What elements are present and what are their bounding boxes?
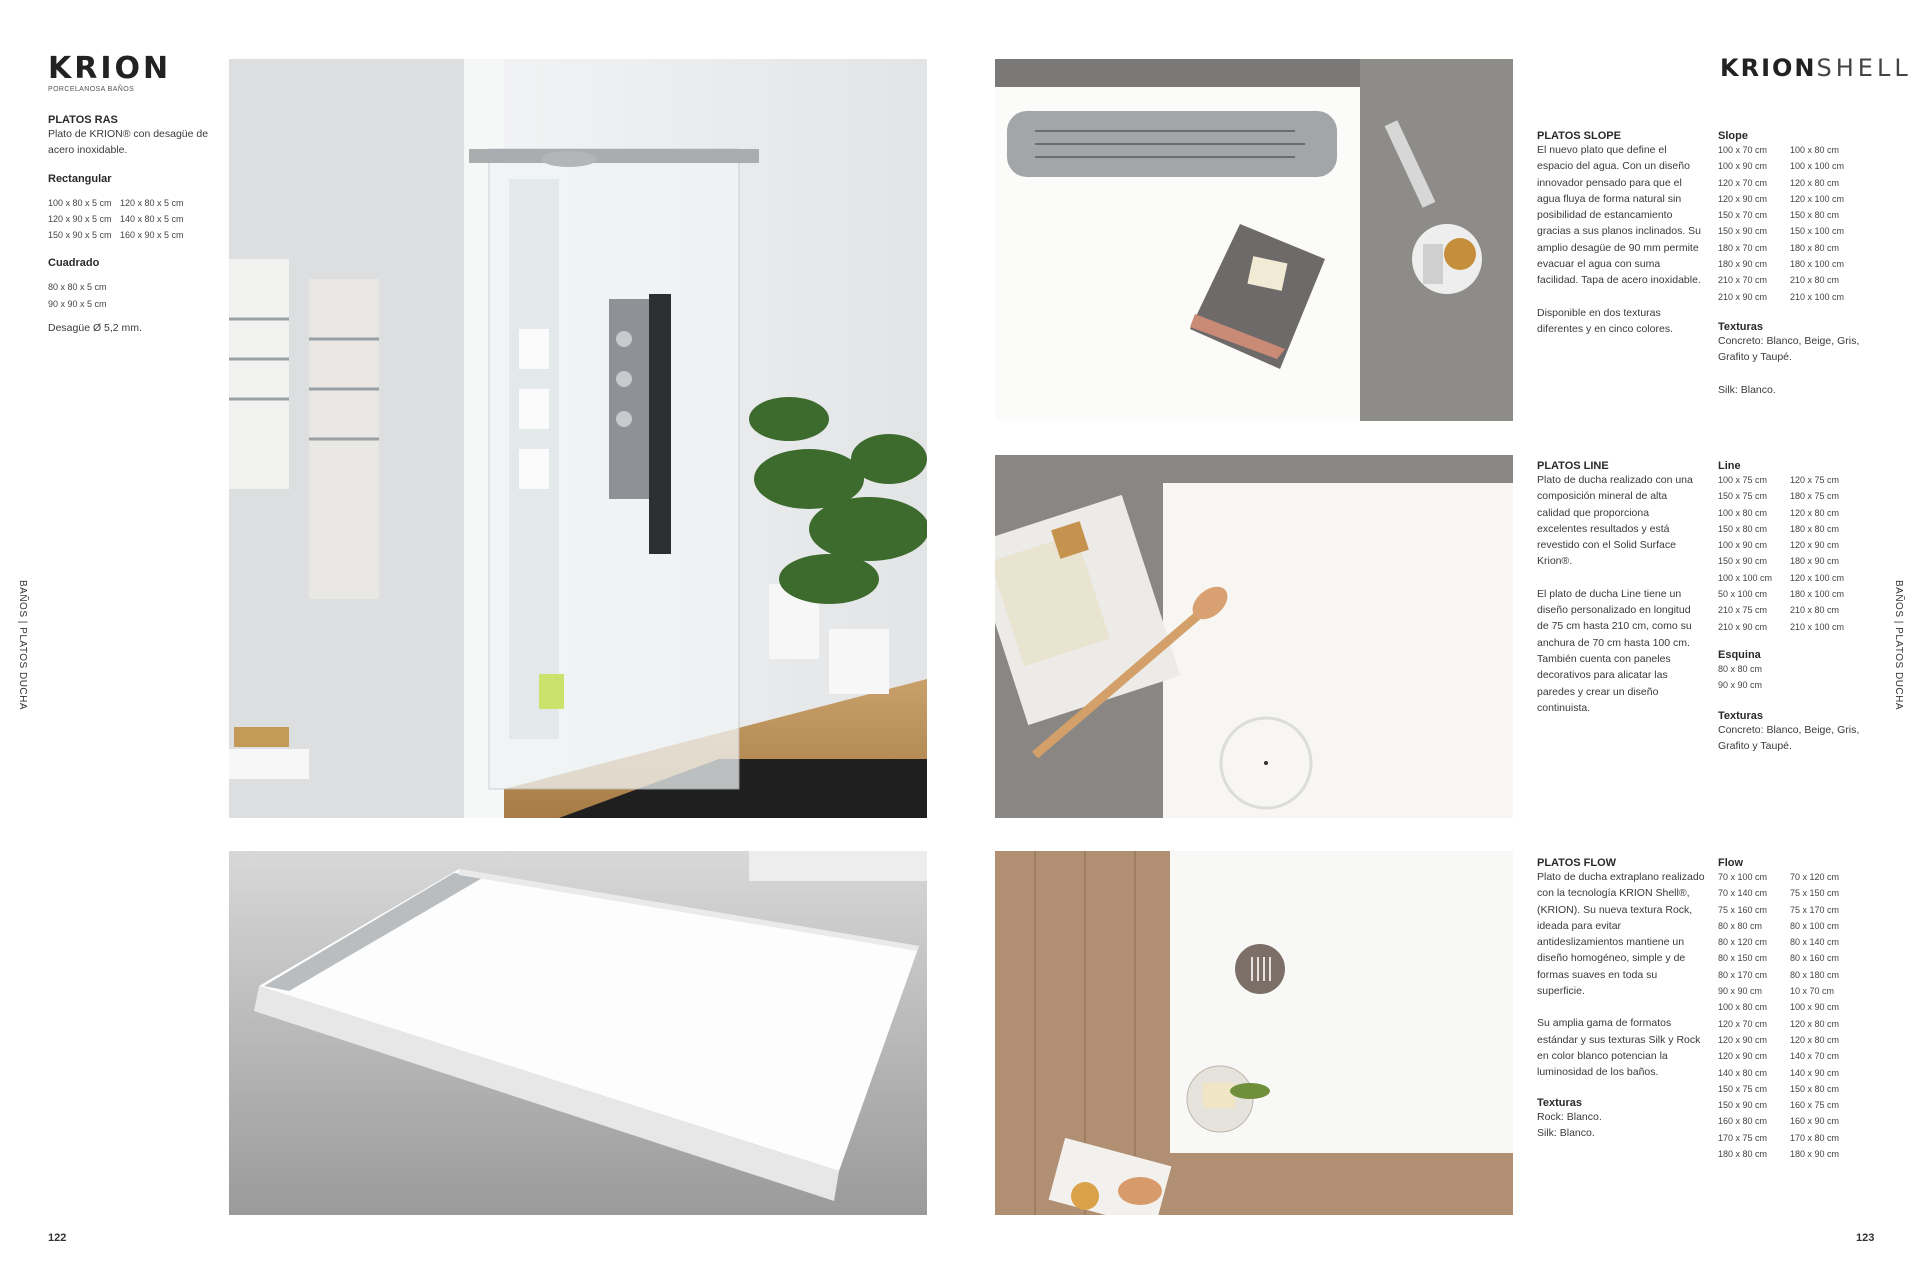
platos-ras-description: Plato de KRION® con desagüe de acero inoxidable. bbox=[48, 128, 209, 157]
slope-description: El nuevo plato que define el espacio del agua. Con un diseño innovador pensado para que el agua fluya de forma natural sin posibilidad de estancamiento gracias a sus planos inclinados. Su amplio desagüe de 90 mm permite evacuar el agua con suma facilidad. Tapa de acero inoxidable. bbox=[1537, 144, 1702, 287]
line-size-list bbox=[1718, 472, 1878, 635]
size-item: 210 x 100 cm bbox=[1790, 291, 1845, 302]
line-photo bbox=[995, 455, 1513, 818]
slope-sizes-title: Slope bbox=[1718, 130, 1748, 142]
slope-photo bbox=[995, 59, 1513, 421]
line-sizes-title: Line bbox=[1718, 460, 1741, 472]
page-number-right: 123 bbox=[1856, 1232, 1875, 1244]
size-item: 100 x 100 cm bbox=[1790, 161, 1845, 172]
size-item: 210 x 100 cm bbox=[1790, 621, 1845, 632]
size-item: 75 x 150 cm bbox=[1790, 888, 1840, 899]
size-item: 210 x 70 cm bbox=[1718, 275, 1768, 286]
size-item: 180 x 80 cm bbox=[1790, 523, 1840, 534]
size-item: 150 x 90 x 5 cm bbox=[48, 230, 112, 241]
size-item: 160 x 90 cm bbox=[1790, 1116, 1840, 1127]
slope-title: PLATOS SLOPE bbox=[1537, 130, 1621, 142]
page-number-left: 122 bbox=[48, 1232, 67, 1244]
size-item: 150 x 90 cm bbox=[1718, 556, 1768, 567]
flow-size-list bbox=[1718, 869, 1878, 1162]
line-corner-size-list bbox=[1718, 661, 1878, 694]
size-item: 100 x 75 cm bbox=[1718, 475, 1768, 485]
size-item: 120 x 90 cm bbox=[1790, 540, 1840, 551]
slope-textures: Concreto: Blanco, Beige, Gris, Grafito y Taupé. bbox=[1718, 334, 1860, 364]
square-size-list bbox=[48, 279, 208, 312]
size-item: 140 x 70 cm bbox=[1790, 1051, 1840, 1062]
line-title: PLATOS LINE bbox=[1537, 460, 1609, 472]
flow-description: Plato de ducha extraplano realizado con la tecnología KRION Shell®, (KRION). Su nueva textura Rock, ideada para evitar antideslizamientos mantiene un diseño homogéneo, simple y de formas suaves en toda su superficie. bbox=[1537, 871, 1705, 998]
slope-specs bbox=[1718, 130, 1878, 398]
size-item: 120 x 100 cm bbox=[1790, 193, 1845, 204]
size-item: 100 x 90 cm bbox=[1790, 1002, 1840, 1013]
size-item: 210 x 90 cm bbox=[1718, 291, 1768, 302]
flow-text-block bbox=[1537, 857, 1707, 1141]
flow-photo-illustration bbox=[995, 851, 1513, 1215]
size-item: 70 x 120 cm bbox=[1790, 872, 1840, 882]
platos-ras-block bbox=[48, 114, 208, 336]
line-photo-illustration bbox=[995, 455, 1513, 818]
line-corner-title: Esquina bbox=[1718, 648, 1761, 661]
size-item: 210 x 75 cm bbox=[1718, 605, 1768, 616]
size-item: 120 x 70 cm bbox=[1718, 1018, 1768, 1029]
size-item: 80 x 180 cm bbox=[1790, 969, 1840, 980]
krion-shell-logo-light: SHELL bbox=[1816, 54, 1912, 82]
drain-spec: Desagüe Ø 5,2 mm. bbox=[48, 322, 142, 335]
side-label-left: BAÑOS | PLATOS DUCHA bbox=[17, 580, 28, 711]
size-item: 80 x 150 cm bbox=[1718, 953, 1768, 964]
size-item: 70 x 100 cm bbox=[1718, 872, 1768, 882]
size-item: 90 x 90 x 5 cm bbox=[48, 298, 107, 309]
line-text-block bbox=[1537, 460, 1702, 716]
rectangular-size-list bbox=[48, 195, 208, 244]
krion-logo-subtitle: PORCELANOSA BAÑOS bbox=[48, 86, 135, 93]
size-item: 100 x 80 cm bbox=[1718, 507, 1768, 518]
slope-text-block bbox=[1537, 130, 1702, 337]
size-item: 120 x 90 x 5 cm bbox=[48, 213, 112, 224]
flow-textures-title: Texturas bbox=[1537, 1096, 1583, 1109]
size-item: 180 x 70 cm bbox=[1718, 242, 1768, 253]
size-item: 50 x 100 cm bbox=[1718, 589, 1768, 600]
size-item: 120 x 90 cm bbox=[1718, 1034, 1768, 1045]
size-item: 100 x 80 cm bbox=[1790, 145, 1840, 155]
size-item: 75 x 170 cm bbox=[1790, 904, 1840, 915]
ras-tray-photo bbox=[229, 851, 927, 1215]
size-item: 120 x 80 cm bbox=[1790, 507, 1840, 518]
size-item: 170 x 80 cm bbox=[1790, 1132, 1840, 1143]
shower-photo bbox=[229, 59, 927, 818]
size-item: 150 x 70 cm bbox=[1718, 210, 1768, 221]
slope-textures-title: Texturas bbox=[1718, 320, 1764, 333]
size-item: 160 x 75 cm bbox=[1790, 1100, 1840, 1111]
size-item: 80 x 140 cm bbox=[1790, 937, 1840, 948]
size-item: 70 x 140 cm bbox=[1718, 888, 1768, 899]
size-item: 120 x 100 cm bbox=[1790, 572, 1845, 583]
size-item: 120 x 80 cm bbox=[1790, 1018, 1840, 1029]
size-item: 100 x 80 x 5 cm bbox=[48, 197, 112, 208]
size-item: 180 x 80 cm bbox=[1790, 242, 1840, 253]
size-item: 170 x 75 cm bbox=[1718, 1132, 1768, 1143]
krion-logo-word: KRION bbox=[48, 51, 172, 86]
size-item: 90 x 90 cm bbox=[1718, 680, 1763, 691]
side-label-right: BAÑOS | PLATOS DUCHA bbox=[1893, 580, 1904, 711]
square-title: Cuadrado bbox=[48, 257, 100, 270]
line-description-2: El plato de ducha Line tiene un diseño personalizado en longitud de 75 cm hasta 210 cm, como su anchura de 70 cm hasta 100 cm. También cuenta con paneles decorativos para alicatar las paredes y crear un diseño continuista. bbox=[1537, 587, 1692, 714]
size-item: 80 x 100 cm bbox=[1790, 920, 1840, 931]
size-item: 100 x 100 cm bbox=[1718, 572, 1773, 583]
size-item: 100 x 90 cm bbox=[1718, 540, 1768, 551]
size-item: 120 x 80 cm bbox=[1790, 1034, 1840, 1045]
size-item: 120 x 70 cm bbox=[1718, 177, 1768, 188]
size-item: 120 x 80 x 5 cm bbox=[120, 197, 184, 208]
size-item: 100 x 80 cm bbox=[1718, 1002, 1768, 1013]
size-item: 150 x 80 cm bbox=[1718, 523, 1768, 534]
size-item: 140 x 80 x 5 cm bbox=[120, 213, 184, 224]
size-item: 120 x 80 cm bbox=[1790, 177, 1840, 188]
size-item: 100 x 90 cm bbox=[1718, 161, 1768, 172]
size-item: 180 x 80 cm bbox=[1718, 1149, 1768, 1160]
size-item: 180 x 90 cm bbox=[1790, 1149, 1840, 1160]
line-specs bbox=[1718, 460, 1878, 754]
size-item: 180 x 75 cm bbox=[1790, 491, 1840, 502]
size-item: 210 x 90 cm bbox=[1718, 621, 1768, 632]
size-item: 180 x 100 cm bbox=[1790, 259, 1845, 270]
ras-tray-illustration bbox=[229, 851, 927, 1215]
size-item: 120 x 90 cm bbox=[1718, 193, 1768, 204]
size-item: 80 x 80 x 5 cm bbox=[48, 282, 107, 293]
size-item: 150 x 90 cm bbox=[1718, 226, 1768, 237]
flow-textures-2: Silk: Blanco. bbox=[1537, 1126, 1595, 1139]
size-item: 75 x 160 cm bbox=[1718, 904, 1768, 915]
size-item: 150 x 75 cm bbox=[1718, 491, 1768, 502]
flow-description-2: Su amplia gama de formatos estándar y sus texturas Silk y Rock en color blanco potencian la luminosidad de los baños. bbox=[1537, 1017, 1701, 1079]
rectangular-title: Rectangular bbox=[48, 172, 112, 185]
size-item: 150 x 80 cm bbox=[1790, 1083, 1840, 1094]
shower-photo-illustration bbox=[229, 59, 927, 818]
size-item: 180 x 100 cm bbox=[1790, 589, 1845, 600]
line-description: Plato de ducha realizado con una composición mineral de alta calidad que proporciona excelentes resultados y está revestido con el Solid Surface Krion®. bbox=[1537, 474, 1693, 568]
size-item: 80 x 80 cm bbox=[1718, 663, 1763, 674]
flow-title: PLATOS FLOW bbox=[1537, 857, 1617, 869]
krion-logo bbox=[48, 51, 172, 93]
flow-sizes-title: Flow bbox=[1718, 857, 1744, 869]
size-item: 120 x 90 cm bbox=[1718, 1051, 1768, 1062]
size-item: 80 x 120 cm bbox=[1718, 937, 1768, 948]
size-item: 180 x 90 cm bbox=[1718, 259, 1768, 270]
size-item: 140 x 90 cm bbox=[1790, 1067, 1840, 1078]
platos-ras-title: PLATOS RAS bbox=[48, 114, 118, 126]
size-item: 180 x 90 cm bbox=[1790, 556, 1840, 567]
size-item: 80 x 160 cm bbox=[1790, 953, 1840, 964]
flow-specs bbox=[1718, 857, 1878, 1162]
size-item: 140 x 80 cm bbox=[1718, 1067, 1768, 1078]
krion-shell-logo bbox=[1720, 54, 1912, 82]
size-item: 80 x 170 cm bbox=[1718, 969, 1768, 980]
size-item: 150 x 100 cm bbox=[1790, 226, 1845, 237]
line-textures: Concreto: Blanco, Beige, Gris, Grafito y Taupé. bbox=[1718, 723, 1860, 752]
size-item: 210 x 80 cm bbox=[1790, 275, 1840, 286]
slope-photo-illustration bbox=[995, 59, 1513, 421]
flow-textures: Rock: Blanco. bbox=[1537, 1110, 1602, 1123]
size-item: 100 x 70 cm bbox=[1718, 145, 1768, 155]
size-item: 10 x 70 cm bbox=[1790, 986, 1835, 997]
flow-photo bbox=[995, 851, 1513, 1215]
slope-size-list bbox=[1718, 142, 1878, 305]
size-item: 160 x 90 x 5 cm bbox=[120, 230, 184, 241]
slope-description-2: Disponible en dos texturas diferentes y en cinco colores. bbox=[1537, 306, 1673, 335]
size-item: 90 x 90 cm bbox=[1718, 986, 1763, 997]
size-item: 210 x 80 cm bbox=[1790, 605, 1840, 616]
size-item: 150 x 75 cm bbox=[1718, 1083, 1768, 1094]
size-item: 80 x 80 cm bbox=[1718, 920, 1763, 931]
krion-shell-logo-bold: KRION bbox=[1720, 54, 1817, 82]
size-item: 150 x 80 cm bbox=[1790, 210, 1840, 221]
size-item: 160 x 80 cm bbox=[1718, 1116, 1768, 1127]
line-textures-title: Texturas bbox=[1718, 709, 1764, 722]
size-item: 120 x 75 cm bbox=[1790, 475, 1840, 485]
size-item: 150 x 90 cm bbox=[1718, 1100, 1768, 1111]
slope-textures-2: Silk: Blanco. bbox=[1718, 383, 1776, 396]
